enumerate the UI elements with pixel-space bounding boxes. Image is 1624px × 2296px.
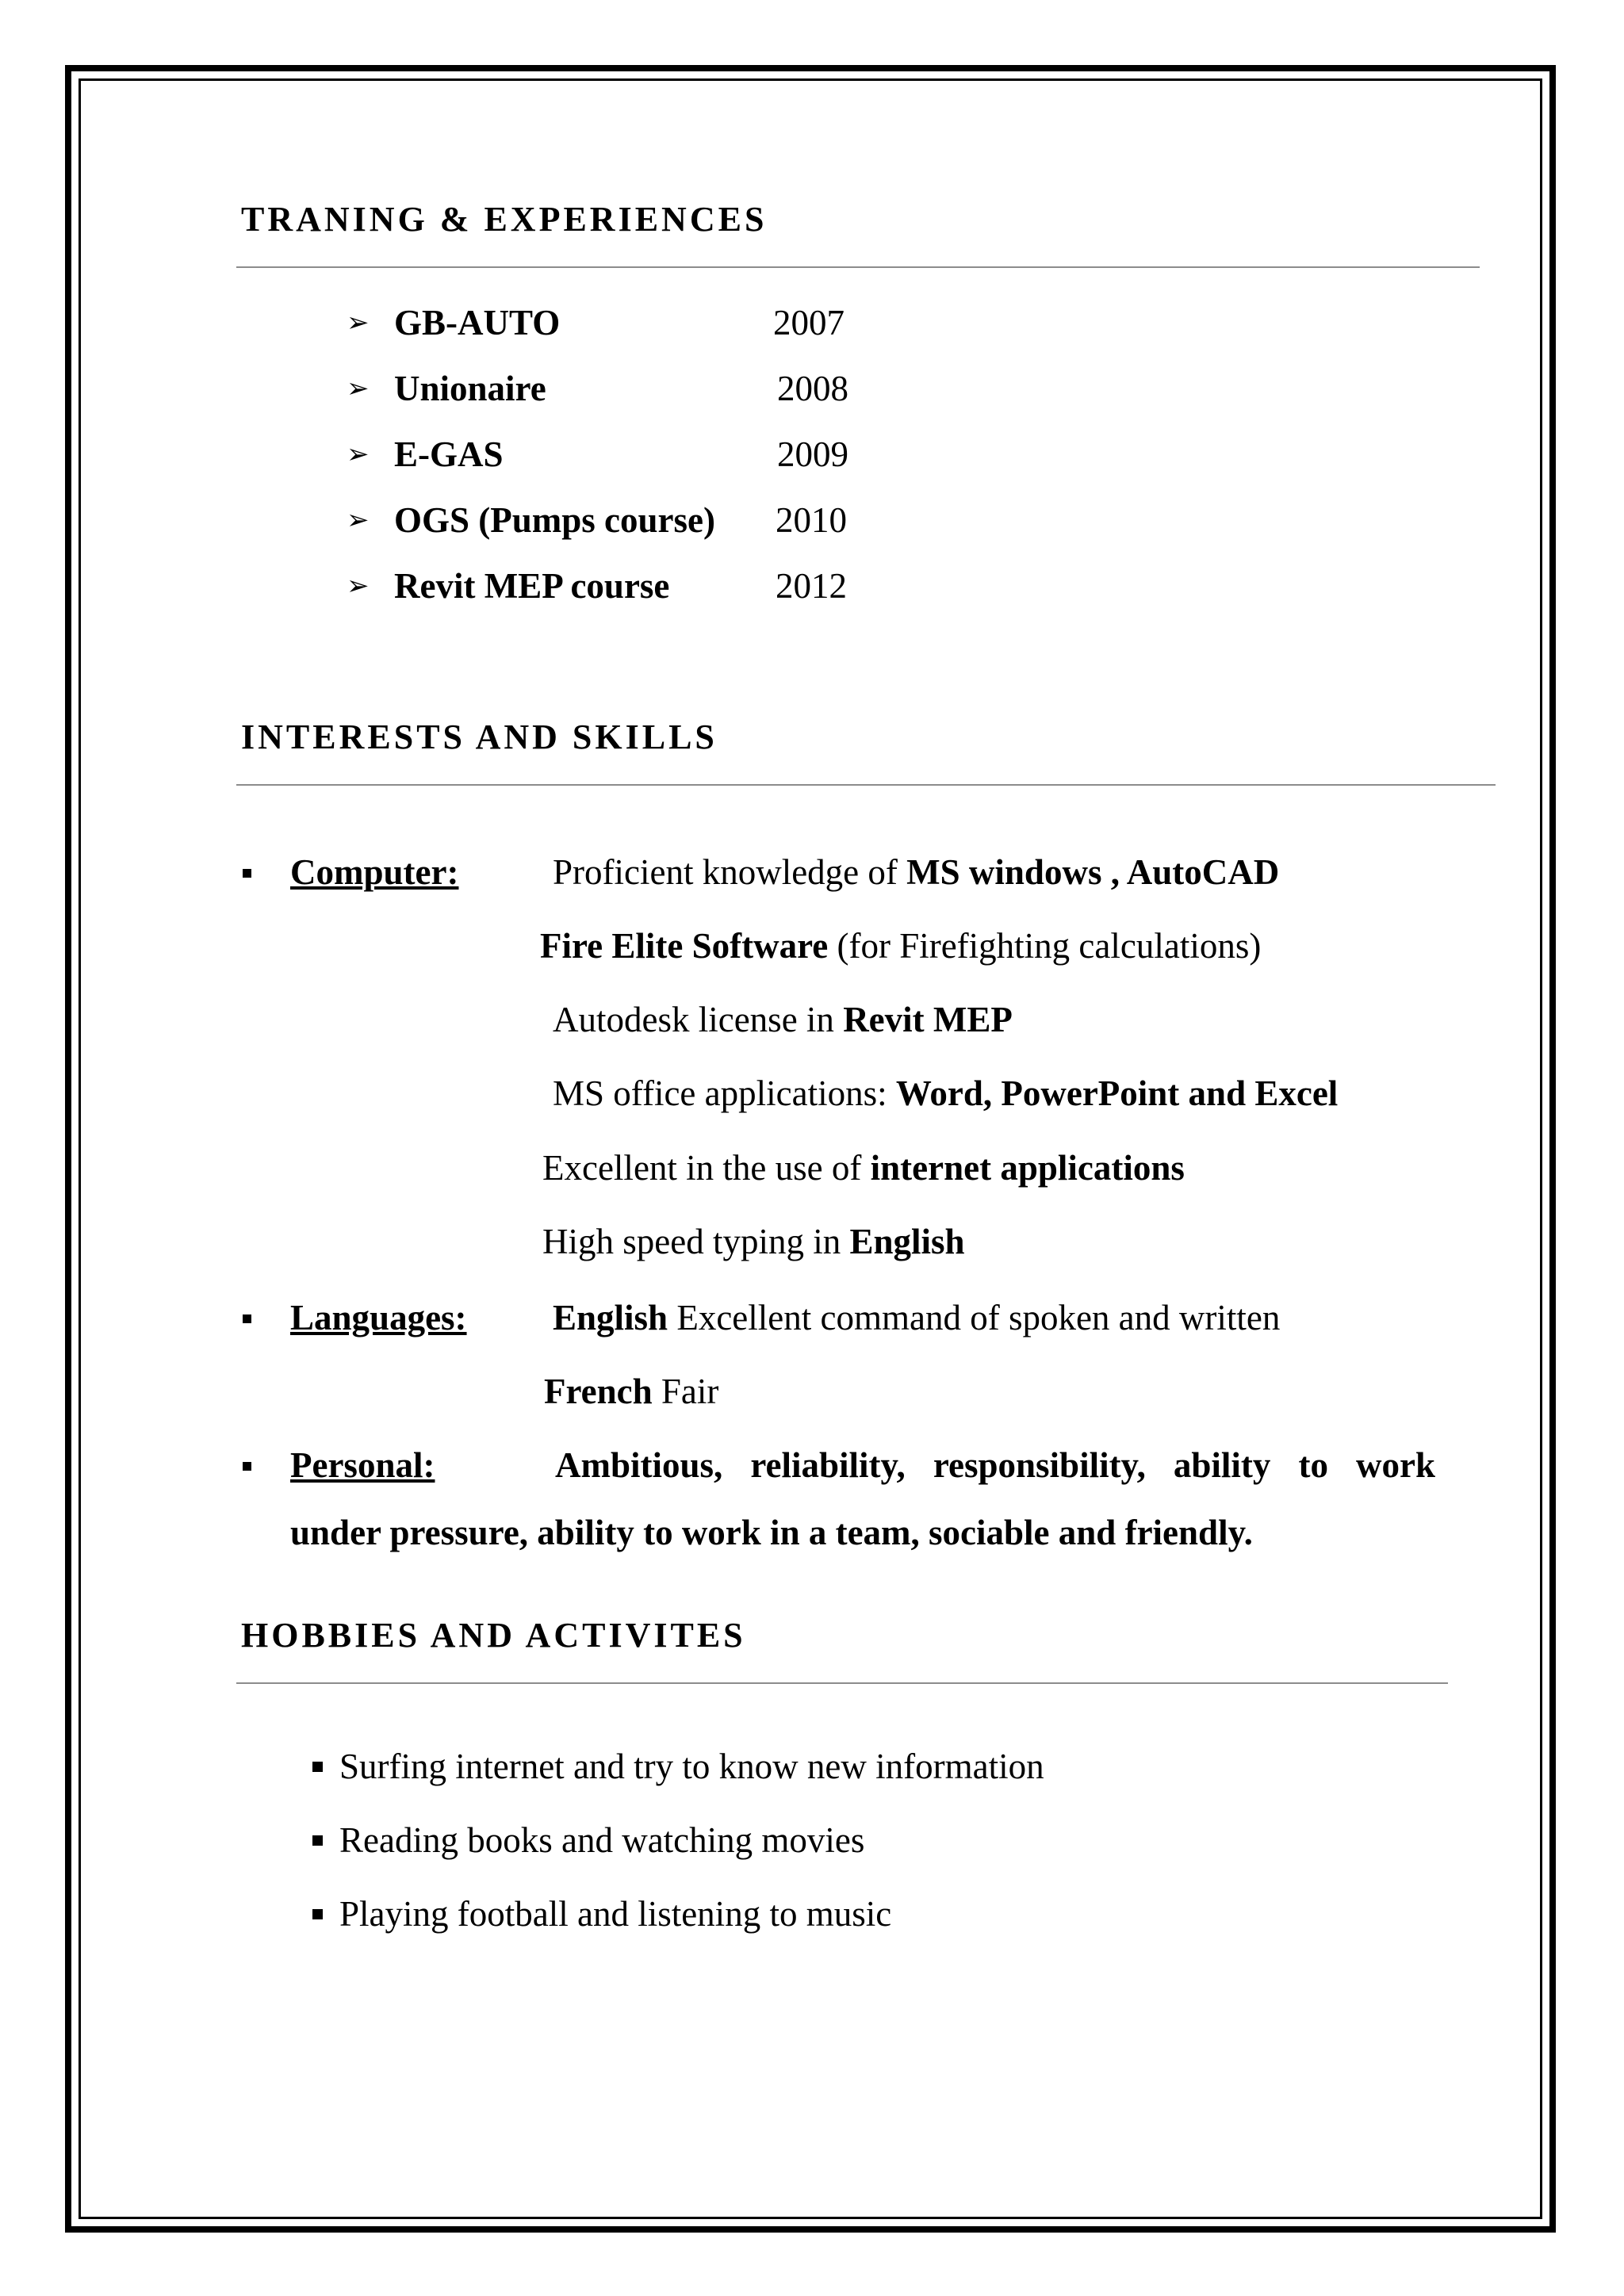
hobby-item: Reading books and watching movies xyxy=(339,1820,865,1860)
hobby-item: Playing football and listening to music xyxy=(339,1894,892,1934)
computer-line-4-bold: Word, PowerPoint and Excel xyxy=(895,1073,1339,1113)
training-item-year: 2007 xyxy=(773,303,845,342)
skills-rule xyxy=(236,784,1496,786)
languages-english xyxy=(553,1300,1280,1336)
personal-label: Personal: xyxy=(290,1445,435,1485)
arrow-bullet-icon: ➢ xyxy=(347,438,370,470)
arrow-bullet-icon: ➢ xyxy=(347,570,370,602)
languages-english-bold: English xyxy=(553,1298,668,1337)
computer-line-6 xyxy=(542,1224,965,1260)
languages-label: Languages: xyxy=(290,1298,467,1337)
training-heading: TRANING & EXPERIENCES xyxy=(241,200,768,239)
languages-english-text: Excellent command of spoken and written xyxy=(668,1298,1281,1337)
computer-line-1-bold: MS windows , AutoCAD xyxy=(906,852,1280,892)
hobby-item: Surfing internet and try to know new information xyxy=(339,1747,1044,1786)
square-bullet-icon xyxy=(243,869,251,878)
square-bullet-icon xyxy=(312,1909,323,1919)
computer-line-2-text: (for Firefighting calculations) xyxy=(828,926,1262,966)
square-bullet-icon xyxy=(243,1462,251,1471)
personal-line-2: under pressure, ability to work in a team, sociable and friendly. xyxy=(290,1513,1253,1552)
training-item-year: 2012 xyxy=(776,566,847,606)
training-item-year: 2008 xyxy=(777,369,848,408)
computer-line-5-bold: internet applications xyxy=(870,1148,1185,1188)
square-bullet-icon xyxy=(243,1314,251,1323)
computer-line-6-text: High speed typing in xyxy=(542,1222,850,1261)
training-item-name: Revit MEP course xyxy=(394,566,670,606)
computer-line-4-text: MS office applications: xyxy=(553,1073,896,1113)
square-bullet-icon xyxy=(312,1835,323,1846)
languages-french xyxy=(544,1374,718,1410)
training-item-year: 2010 xyxy=(776,500,847,540)
computer-line-1 xyxy=(553,852,1280,892)
training-item-name: OGS (Pumps course) xyxy=(394,500,715,540)
computer-line-3-bold: Revit MEP xyxy=(843,1000,1013,1039)
arrow-bullet-icon: ➢ xyxy=(347,504,370,536)
computer-line-2 xyxy=(540,928,1261,964)
computer-line-4 xyxy=(553,1073,1339,1113)
computer-line-3 xyxy=(553,1002,1013,1038)
arrow-bullet-icon: ➢ xyxy=(347,307,370,339)
languages-french-bold: French xyxy=(544,1372,653,1411)
computer-line-3-text: Autodesk license in xyxy=(553,1000,844,1039)
arrow-bullet-icon: ➢ xyxy=(347,373,370,404)
square-bullet-icon xyxy=(312,1762,323,1772)
computer-line-1-text: Proficient knowledge of xyxy=(553,852,907,892)
training-item-name: Unionaire xyxy=(394,369,546,408)
computer-line-5 xyxy=(542,1150,1185,1186)
personal-line-1: Ambitious, reliability, responsibility, ability to work xyxy=(555,1445,1435,1485)
computer-label: Computer: xyxy=(290,852,459,892)
computer-line-5-text: Excellent in the use of xyxy=(542,1148,871,1188)
training-item-name: E-GAS xyxy=(394,434,504,474)
training-item-year: 2009 xyxy=(777,434,848,474)
hobbies-rule xyxy=(236,1682,1448,1684)
training-rule xyxy=(236,266,1480,268)
skills-heading: INTERESTS AND SKILLS xyxy=(241,718,718,756)
hobbies-heading: HOBBIES AND ACTIVITES xyxy=(241,1616,746,1655)
languages-french-text: Fair xyxy=(652,1372,719,1411)
computer-line-2-bold: Fire Elite Software xyxy=(540,926,829,966)
computer-line-6-bold: English xyxy=(849,1222,965,1261)
training-item-name: GB-AUTO xyxy=(394,303,561,342)
